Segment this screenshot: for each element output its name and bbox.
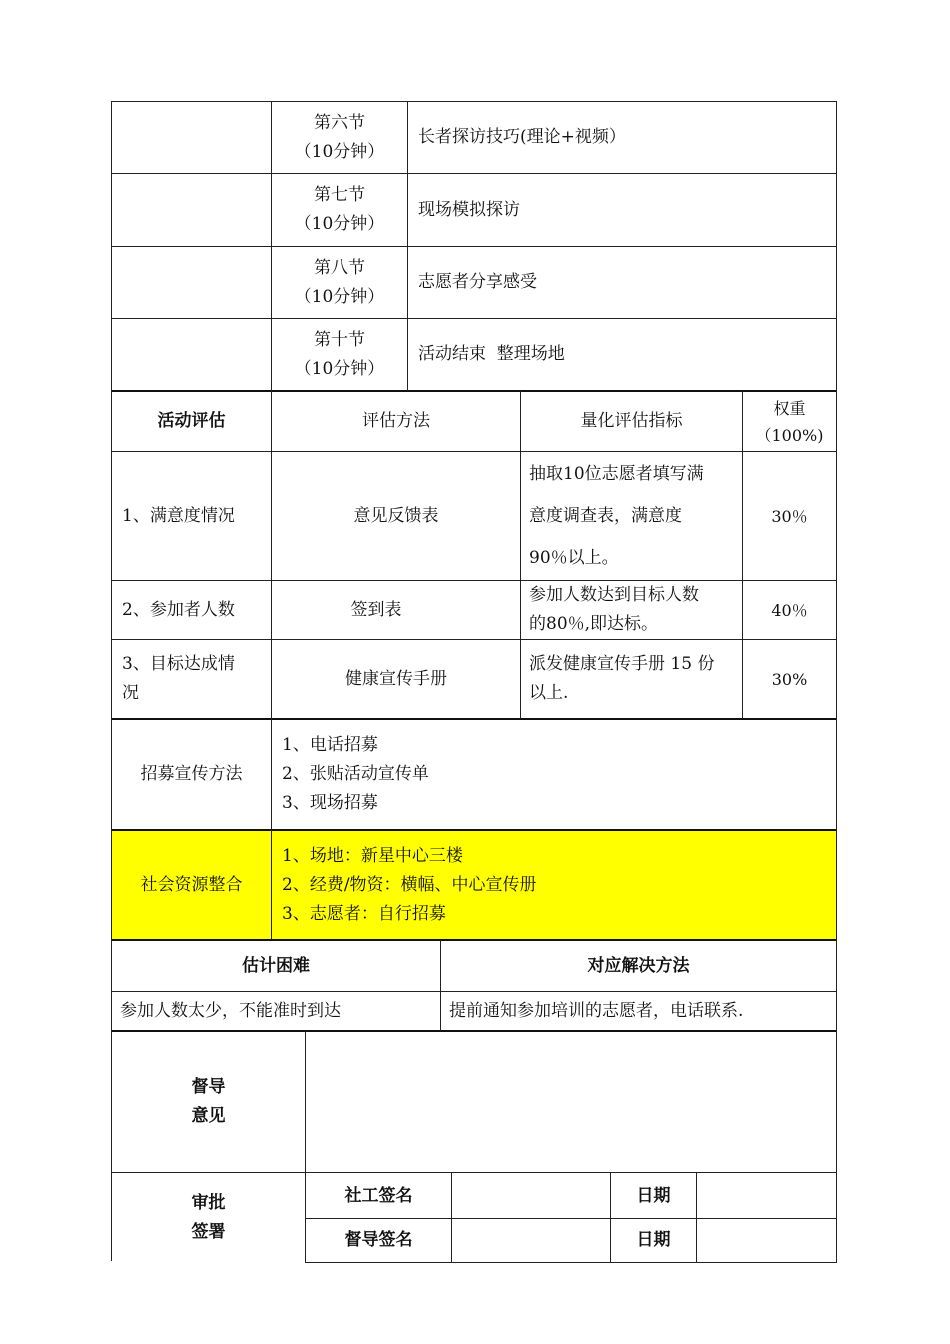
indicator-line: 参加人数达到目标人数	[529, 585, 699, 605]
weight-total: （100%)	[755, 425, 824, 445]
evaluation-header-indicator-label: 量化评估指标	[580, 411, 683, 431]
evaluation-header-method	[272, 392, 520, 451]
schedule-section: 第八节	[314, 257, 365, 278]
schedule-content-cell	[408, 174, 836, 246]
evaluation-item-line: 况	[122, 683, 139, 703]
recruitment-item: 1、电话招募	[282, 735, 378, 755]
difficulty-left-cell	[112, 992, 440, 1030]
supervision-opinion-area[interactable]	[306, 1032, 836, 1172]
approval-label-line: 签署	[191, 1222, 226, 1242]
evaluation-weight: 40％	[771, 600, 808, 620]
evaluation-item: 1、满意度情况	[122, 505, 235, 526]
evaluation-header-indicator	[521, 392, 742, 451]
recruitment-item: 3、现场招募	[282, 793, 378, 813]
date-label: 日期	[636, 1230, 671, 1250]
schedule-section-cell	[272, 247, 407, 318]
evaluation-header-weight	[743, 392, 836, 451]
indicator-line: 以上.	[529, 683, 569, 703]
supervisor-sign-label: 督导签名	[344, 1230, 413, 1250]
date-label-cell	[611, 1174, 696, 1218]
recruitment-item: 2、张贴活动宣传单	[282, 764, 429, 784]
supervision-label-line: 意见	[191, 1106, 226, 1126]
supervision-label-line: 督导	[191, 1077, 226, 1097]
schedule-content-cell	[408, 102, 836, 173]
evaluation-weight-cell	[743, 581, 836, 639]
social-worker-signature-field[interactable]	[452, 1174, 610, 1218]
social-worker-date-field[interactable]	[697, 1174, 836, 1218]
line	[836, 101, 837, 1263]
resources-label: 社会资源整合	[140, 874, 243, 895]
indicator-line: 意度调查表，满意度	[529, 506, 682, 526]
evaluation-method: 签到表	[350, 599, 402, 620]
schedule-section-cell	[272, 174, 407, 246]
evaluation-method: 健康宣传手册	[345, 668, 447, 689]
difficulty-header-right-label: 对应解决方法	[587, 955, 690, 976]
evaluation-method-cell	[272, 452, 520, 580]
evaluation-item: 2、参加者人数	[122, 599, 235, 620]
schedule-content: 活动结束 整理场地	[418, 344, 565, 364]
evaluation-header-method-label: 评估方法	[362, 411, 430, 431]
date-label: 日期	[636, 1185, 671, 1206]
resource-item: 1、场地：新星中心三楼	[282, 845, 463, 866]
resources-label-cell	[112, 831, 271, 939]
difficulty-text: 参加人数太少，不能准时到达	[120, 1000, 341, 1021]
recruitment-label: 招募宣传方法	[140, 764, 243, 784]
social-worker-sign-label-cell	[306, 1174, 451, 1218]
schedule-content-cell	[408, 247, 836, 318]
schedule-section: 第七节	[314, 185, 365, 205]
resource-item: 3、志愿者：自行招募	[282, 903, 446, 924]
indicator-line: 90％以上。	[529, 548, 619, 568]
indicator-line: 派发健康宣传手册 15 份	[529, 654, 715, 674]
evaluation-method-cell	[272, 581, 480, 639]
schedule-section-cell	[272, 102, 407, 173]
evaluation-item-cell	[112, 581, 271, 639]
schedule-content: 志愿者分享感受	[418, 272, 537, 292]
approval-label-line: 审批	[191, 1193, 226, 1213]
schedule-content: 现场模拟探访	[418, 199, 520, 220]
recruitment-label-cell	[112, 720, 271, 829]
indicator-line: 的80％,即达标。	[529, 614, 659, 634]
supervisor-signature-field[interactable]	[452, 1219, 610, 1262]
evaluation-weight: 30%	[771, 669, 808, 689]
evaluation-indicator-cell	[521, 640, 742, 718]
supervision-label-cell	[112, 1032, 305, 1172]
schedule-content-cell	[408, 319, 836, 390]
evaluation-method-cell	[272, 640, 520, 718]
line	[305, 1262, 837, 1263]
difficulty-header-left	[112, 941, 440, 991]
supervisor-date-field[interactable]	[697, 1219, 836, 1262]
date-label-cell	[611, 1219, 696, 1262]
line	[111, 1172, 837, 1173]
schedule-section: 第十节	[314, 329, 365, 350]
approval-label-cell	[112, 1174, 305, 1262]
resource-item: 2、经费/物资：横幅、中心宣传册	[282, 874, 537, 895]
schedule-duration: （10分钟）	[294, 286, 385, 307]
evaluation-indicator-cell	[521, 581, 742, 639]
difficulty-header-right	[441, 941, 836, 991]
solution-text: 提前通知参加培训的志愿者，电话联系.	[449, 1000, 744, 1021]
indicator-line: 抽取10位志愿者填写满	[529, 464, 704, 484]
evaluation-weight-cell	[743, 640, 836, 718]
weight-label: 权重	[773, 398, 806, 418]
recruitment-items-cell	[272, 720, 836, 829]
difficulty-header-left-label: 估计困难	[242, 955, 310, 976]
resources-items-cell	[272, 831, 836, 939]
evaluation-header-item	[112, 392, 271, 451]
schedule-content: 长者探访技巧(理论+视频）	[418, 127, 626, 147]
evaluation-item-cell	[112, 452, 271, 580]
evaluation-weight: 30％	[771, 506, 808, 526]
schedule-duration: （10分钟）	[294, 358, 385, 379]
schedule-section-cell	[272, 319, 407, 390]
social-worker-sign-label: 社工签名	[344, 1185, 413, 1206]
evaluation-item-line: 3、目标达成情	[122, 654, 235, 674]
evaluation-weight-cell	[743, 452, 836, 580]
schedule-section: 第六节	[314, 112, 365, 133]
evaluation-item-cell	[112, 640, 271, 718]
evaluation-indicator-cell	[521, 452, 742, 580]
evaluation-header-item-label: 活动评估	[157, 411, 226, 431]
evaluation-method: 意见反馈表	[353, 505, 439, 526]
schedule-duration: （10分钟）	[294, 214, 385, 234]
schedule-duration: （10分钟）	[294, 141, 385, 162]
difficulty-right-cell	[441, 992, 836, 1030]
supervisor-sign-label-cell	[306, 1219, 451, 1262]
